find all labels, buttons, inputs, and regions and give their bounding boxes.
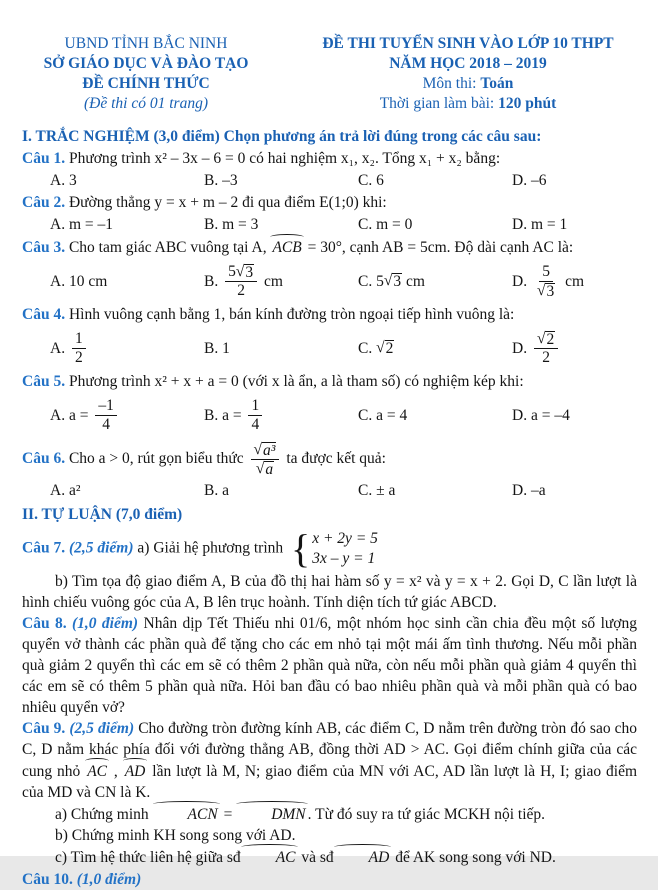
coefficient: 5 bbox=[228, 262, 236, 280]
arc-ac: AC bbox=[241, 846, 298, 868]
option-prefix: B. a = bbox=[204, 406, 242, 424]
question-9-label: Câu 9. bbox=[22, 720, 66, 737]
option-b: B. a bbox=[204, 482, 229, 499]
radicand: a bbox=[265, 461, 274, 478]
radicand: 3 bbox=[245, 263, 254, 281]
numerator: 5 bbox=[539, 264, 553, 282]
question-4-options bbox=[22, 326, 637, 370]
angle-acb: ACB bbox=[270, 236, 303, 258]
question-6-text2: ta được kết quả: bbox=[286, 450, 386, 468]
option-letter: B. bbox=[204, 272, 219, 290]
coefficient: 5 bbox=[376, 272, 384, 290]
angle-acn: ACN bbox=[153, 803, 220, 825]
text-segment: . Từ đó suy ra tứ giác MCKH nội tiếp. bbox=[307, 806, 546, 823]
question-3-text2: = 30°, cạnh AB = 5cm. Độ dài cạnh AC là: bbox=[303, 239, 574, 256]
option-b: B. 1 bbox=[204, 339, 230, 357]
option-a bbox=[50, 397, 204, 434]
question-9-text: Cho đường tròn đường kính AB, các điểm C, D nằm trên đường tròn đó sao cho C, D nằm khác phía đối với đường thẳng AB, đồng thời AD > AC. Gọi điểm chính giữa của các cung nhỏ bbox=[22, 720, 638, 780]
text-segment: a) Chứng minh bbox=[55, 806, 153, 823]
option-a: A. a² bbox=[50, 482, 81, 499]
option-b: B. –3 bbox=[204, 172, 238, 189]
question-9 bbox=[22, 718, 637, 803]
radicand: 2 bbox=[385, 340, 394, 357]
option-c: C. m = 0 bbox=[358, 216, 413, 233]
question-6-label: Câu 6. bbox=[22, 450, 66, 468]
exam-title: ĐỀ THI TUYỂN SINH VÀO LỚP 10 THPT bbox=[322, 35, 614, 52]
option-letter: C. bbox=[358, 339, 373, 357]
option-b bbox=[204, 263, 358, 300]
radicand: 2 bbox=[546, 330, 555, 348]
sqrt-sign: √ bbox=[383, 272, 393, 289]
text-segment: để AK song song với ND. bbox=[391, 849, 556, 866]
sqrt-sign: √ bbox=[235, 262, 245, 280]
subject-value: Toán bbox=[480, 75, 514, 92]
option-c bbox=[358, 271, 512, 292]
question-7 bbox=[22, 526, 637, 571]
option-d: D. a = –4 bbox=[512, 406, 570, 424]
equation-1: x + 2y = 5 bbox=[312, 530, 378, 547]
sqrt-sign: √ bbox=[376, 339, 385, 356]
question-9a bbox=[22, 803, 637, 825]
unit: cm bbox=[263, 272, 283, 290]
option-c: C. a = 4 bbox=[358, 406, 408, 424]
option-a: A. 3 bbox=[50, 172, 77, 189]
sqrt bbox=[376, 340, 394, 356]
option-a bbox=[50, 330, 204, 367]
option-letter: D. bbox=[512, 339, 528, 357]
option-d: D. m = 1 bbox=[512, 216, 568, 233]
option-c: C. ± a bbox=[358, 482, 396, 499]
option-b: B. m = 3 bbox=[204, 216, 259, 233]
question-8-text: Nhân dịp Tết Thiếu nhi 01/6, một nhóm học sinh cần chia đều một số lượng quyển vở thành các phần quà để tặng cho các em nhỏ tại một mái ấm tình thương. Nếu mỗi phần quà giảm 2 quyển thì các em sẽ có thêm 2 phần quà nữa, còn nếu mỗi phần quà giảm 4 quyển thì các em sẽ có thêm 5 phần quà nữa. Hỏi ban đầu có bao nhiêu phần quà và mỗi phần quà có bao nhiêu quyển vở? bbox=[22, 615, 637, 716]
option-d bbox=[512, 330, 561, 367]
sqrt bbox=[256, 461, 274, 477]
question-2-text: Đường thẳng y = x + m – 2 đi qua điểm E(1;0) khi: bbox=[68, 194, 387, 211]
denominator: 2 bbox=[74, 348, 83, 366]
fraction bbox=[72, 331, 86, 366]
angle-dmn: DMN bbox=[236, 803, 307, 825]
question-9c bbox=[22, 846, 637, 868]
option-prefix: A. a = bbox=[50, 406, 89, 424]
fraction bbox=[534, 264, 558, 299]
text-segment: = bbox=[219, 806, 237, 823]
sqrt bbox=[384, 273, 402, 289]
fraction bbox=[225, 264, 257, 299]
numerator: 1 bbox=[248, 398, 262, 416]
radicand: 3 bbox=[393, 273, 402, 290]
question-9-text2: , bbox=[109, 763, 123, 780]
denominator: 4 bbox=[251, 415, 260, 433]
duration-line bbox=[299, 94, 637, 114]
option-d: D. –6 bbox=[512, 172, 547, 189]
question-3 bbox=[22, 236, 637, 258]
option-a: A. 10 cm bbox=[50, 272, 108, 290]
option-a: A. m = –1 bbox=[50, 216, 113, 233]
option-c: C. 6 bbox=[358, 172, 384, 189]
sqrt-sign: √ bbox=[536, 329, 546, 347]
arc-ad: AD bbox=[334, 846, 392, 868]
question-10-points: (1,0 điểm) bbox=[76, 871, 142, 888]
page-count-note: (Đề thi có 01 trang) bbox=[84, 95, 208, 112]
question-10 bbox=[22, 869, 637, 890]
arc-ac: AC bbox=[85, 760, 109, 782]
fraction bbox=[248, 398, 262, 433]
question-9-text3: lần lượt là M, N; giao điểm của MN với AC, AD lần lượt là H, I; giao điểm của MD và CN là K. bbox=[22, 763, 637, 801]
question-1-label: Câu 1. bbox=[22, 150, 66, 167]
question-2 bbox=[22, 192, 637, 213]
question-6-text: Cho a > 0, rút gọn biểu thức bbox=[68, 450, 244, 468]
numerator: 1 bbox=[72, 331, 86, 349]
official-exam-label: ĐỀ CHÍNH THỨC bbox=[82, 75, 210, 92]
question-2-label: Câu 2. bbox=[22, 194, 66, 211]
question-7b: b) Tìm tọa độ giao điểm A, B của đồ thị hai hàm số y = x² và y = x + 2. Gọi D, C lần lượt là hình chiếu vuông góc của A, B lên trục hoành. Tính diện tích tứ giác ABCD. bbox=[22, 573, 637, 611]
question-3-label: Câu 3. bbox=[22, 239, 66, 256]
option-letter: C. bbox=[358, 272, 373, 290]
option-d: D. –a bbox=[512, 482, 546, 499]
question-6 bbox=[22, 441, 637, 478]
question-6-options bbox=[22, 480, 637, 501]
fraction bbox=[534, 331, 558, 366]
unit: cm bbox=[405, 272, 425, 290]
question-4 bbox=[22, 304, 637, 325]
issuer-line1: UBND TỈNH BẮC NINH bbox=[64, 35, 228, 52]
numerator: –1 bbox=[95, 398, 117, 416]
section-2-title: II. TỰ LUẬN (7,0 điểm) bbox=[22, 506, 183, 523]
question-1-text: Phương trình x² – 3x – 6 = 0 có hai nghiệm x₁, x₂. Tổng x₁ + x₂ bằng: bbox=[68, 150, 501, 167]
school-year: NĂM HỌC 2018 – 2019 bbox=[389, 55, 547, 72]
denominator: 2 bbox=[237, 281, 245, 299]
option-letter: A. bbox=[50, 339, 66, 357]
text-segment: và sđ bbox=[297, 849, 334, 866]
question-7-label: Câu 7. bbox=[22, 539, 66, 557]
question-3-text: Cho tam giác ABC vuông tại A, bbox=[68, 239, 271, 256]
question-5-text: Phương trình x² + x + a = 0 (với x là ẩn, a là tham số) có nghiệm kép khi: bbox=[68, 373, 524, 390]
question-3-options bbox=[22, 259, 637, 303]
header-issuer-block bbox=[22, 34, 270, 114]
question-10-label: Câu 10. bbox=[22, 871, 73, 888]
duration-label: Thời gian làm bài: bbox=[379, 95, 499, 112]
sqrt bbox=[537, 331, 555, 347]
fraction bbox=[95, 398, 117, 433]
question-9-points: (2,5 điểm) bbox=[69, 720, 135, 737]
radicand: a³ bbox=[263, 442, 276, 459]
question-7-points: (2,5 điểm) bbox=[68, 539, 134, 557]
sqrt-sign: √ bbox=[253, 441, 263, 458]
equation-system bbox=[291, 526, 378, 571]
radicand: 3 bbox=[546, 282, 555, 300]
denominator: 4 bbox=[102, 415, 110, 433]
system-brace: { bbox=[291, 526, 311, 571]
option-b bbox=[204, 397, 358, 434]
sqrt bbox=[254, 442, 277, 458]
sqrt bbox=[537, 283, 555, 299]
question-8 bbox=[22, 613, 637, 718]
option-c bbox=[358, 338, 512, 359]
question-4-text: Hình vuông cạnh bằng 1, bán kính đường tròn ngoại tiếp hình vuông là: bbox=[68, 306, 515, 323]
arc-ad: AD bbox=[123, 760, 148, 782]
subject-line bbox=[299, 74, 637, 94]
question-5 bbox=[22, 371, 637, 392]
question-2-options bbox=[22, 214, 637, 235]
duration-value: 120 phút bbox=[498, 95, 557, 112]
exam-header bbox=[22, 34, 637, 114]
section-1-title: I. TRẮC NGHIỆM (3,0 điểm) Chọn phương án trả lời đúng trong các câu sau: bbox=[22, 128, 542, 145]
unit: cm bbox=[565, 272, 585, 290]
fraction bbox=[251, 442, 280, 477]
issuer-line2: SỞ GIÁO DỤC VÀ ĐÀO TẠO bbox=[43, 55, 249, 72]
denominator: 2 bbox=[542, 348, 550, 366]
sqrt-sign: √ bbox=[536, 281, 546, 299]
question-7-text: a) Giải hệ phương trình bbox=[137, 539, 284, 557]
question-8-points: (1,0 điểm) bbox=[72, 615, 139, 632]
question-1 bbox=[22, 148, 637, 169]
question-5-label: Câu 5. bbox=[22, 373, 66, 390]
sqrt-sign: √ bbox=[255, 460, 265, 477]
question-8-label: Câu 8. bbox=[22, 615, 67, 632]
question-1-options bbox=[22, 170, 637, 191]
question-5-options bbox=[22, 393, 637, 437]
question-9b: b) Chứng minh KH song song với AD. bbox=[55, 827, 296, 844]
equation-2: 3x – y = 1 bbox=[312, 550, 376, 567]
option-letter: D. bbox=[512, 272, 528, 290]
option-d bbox=[512, 263, 584, 300]
header-title-block bbox=[299, 34, 637, 114]
question-4-label: Câu 4. bbox=[22, 306, 66, 323]
sqrt bbox=[236, 264, 254, 280]
text-segment: c) Tìm hệ thức liên hệ giữa sđ bbox=[55, 849, 241, 866]
subject-label: Môn thi: bbox=[422, 75, 481, 92]
